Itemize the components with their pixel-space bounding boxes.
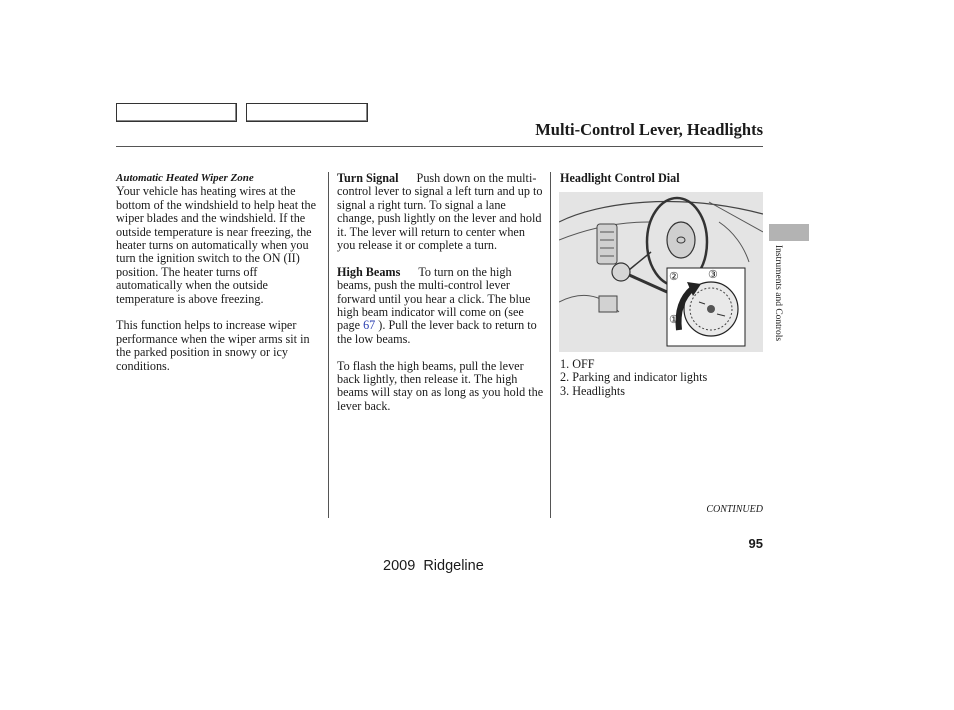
high-beams-text-b: ). Pull the lever back to return to the low beams.	[337, 318, 537, 346]
column-headlight-dial	[560, 172, 764, 185]
wiper-zone-paragraph-1: Your vehicle has heating wires at the bottom of the windshield to help heat the wiper blades and the windshield. If the outside temperature is near freezing, the heater turns on automatically when you turn the ignition switch to the ON (II) position. The heater turns off automatically when the outside temperature is above freezing.	[116, 184, 317, 306]
headlight-dial-heading: Headlight Control Dial	[560, 171, 680, 185]
wiper-zone-paragraph-2: This function helps to increase wiper performance when the wiper arms sit in the parked position in snowy or icy conditions.	[116, 318, 310, 373]
nav-button-next[interactable]	[246, 103, 368, 122]
dial-position-2: 2. Parking and indicator lights	[560, 370, 708, 385]
flash-high-beams-text: To flash the high beams, pull the lever back lightly, then release it. The high beams will stay on as long as you hold the lever back.	[337, 358, 544, 413]
high-beams-section	[337, 266, 544, 346]
dial-position-3: 3. Headlights	[560, 383, 625, 398]
high-beams-heading: High Beams	[337, 264, 401, 279]
high-beams-text-a: To turn on the high beams, push the multi-control lever forward until you hear a click. The blue high beam indicator will come on (see page	[337, 264, 531, 333]
turn-signal-heading: Turn Signal	[337, 171, 399, 185]
column-divider-1	[328, 172, 329, 518]
callout-2: ②	[669, 270, 679, 283]
continued-label: CONTINUED	[706, 504, 763, 515]
column-turn-signal	[337, 172, 544, 427]
callout-1: ①	[669, 313, 679, 326]
nav-button-previous[interactable]	[116, 103, 237, 122]
callout-3: ③	[708, 268, 718, 281]
title-rule	[116, 146, 763, 147]
section-label: Instruments and Controls	[773, 245, 783, 342]
column-divider-2	[550, 172, 551, 518]
wiper-zone-heading: Automatic Heated Wiper Zone	[116, 172, 254, 184]
page-number: 95	[748, 536, 763, 551]
section-tab[interactable]	[769, 224, 809, 241]
page-67-link[interactable]: 67	[363, 318, 376, 333]
dial-position-list	[560, 358, 764, 398]
footer-model: 2009 Ridgeline	[383, 558, 484, 574]
dashboard-drawing	[559, 192, 763, 352]
turn-signal-text: Push down on the multi-control lever to signal a left turn and up to signal a right turn. To signal a lane change, push lightly on the lever and hold it. The lever will return to center when you release it or complete a turn.	[337, 171, 543, 253]
dial-position-1: 1. OFF	[560, 357, 595, 371]
column-wiper-zone	[116, 172, 322, 386]
page-title: Multi-Control Lever, Headlights	[535, 120, 763, 139]
headlight-dial-illustration	[559, 192, 763, 352]
turn-signal-section	[337, 172, 544, 252]
